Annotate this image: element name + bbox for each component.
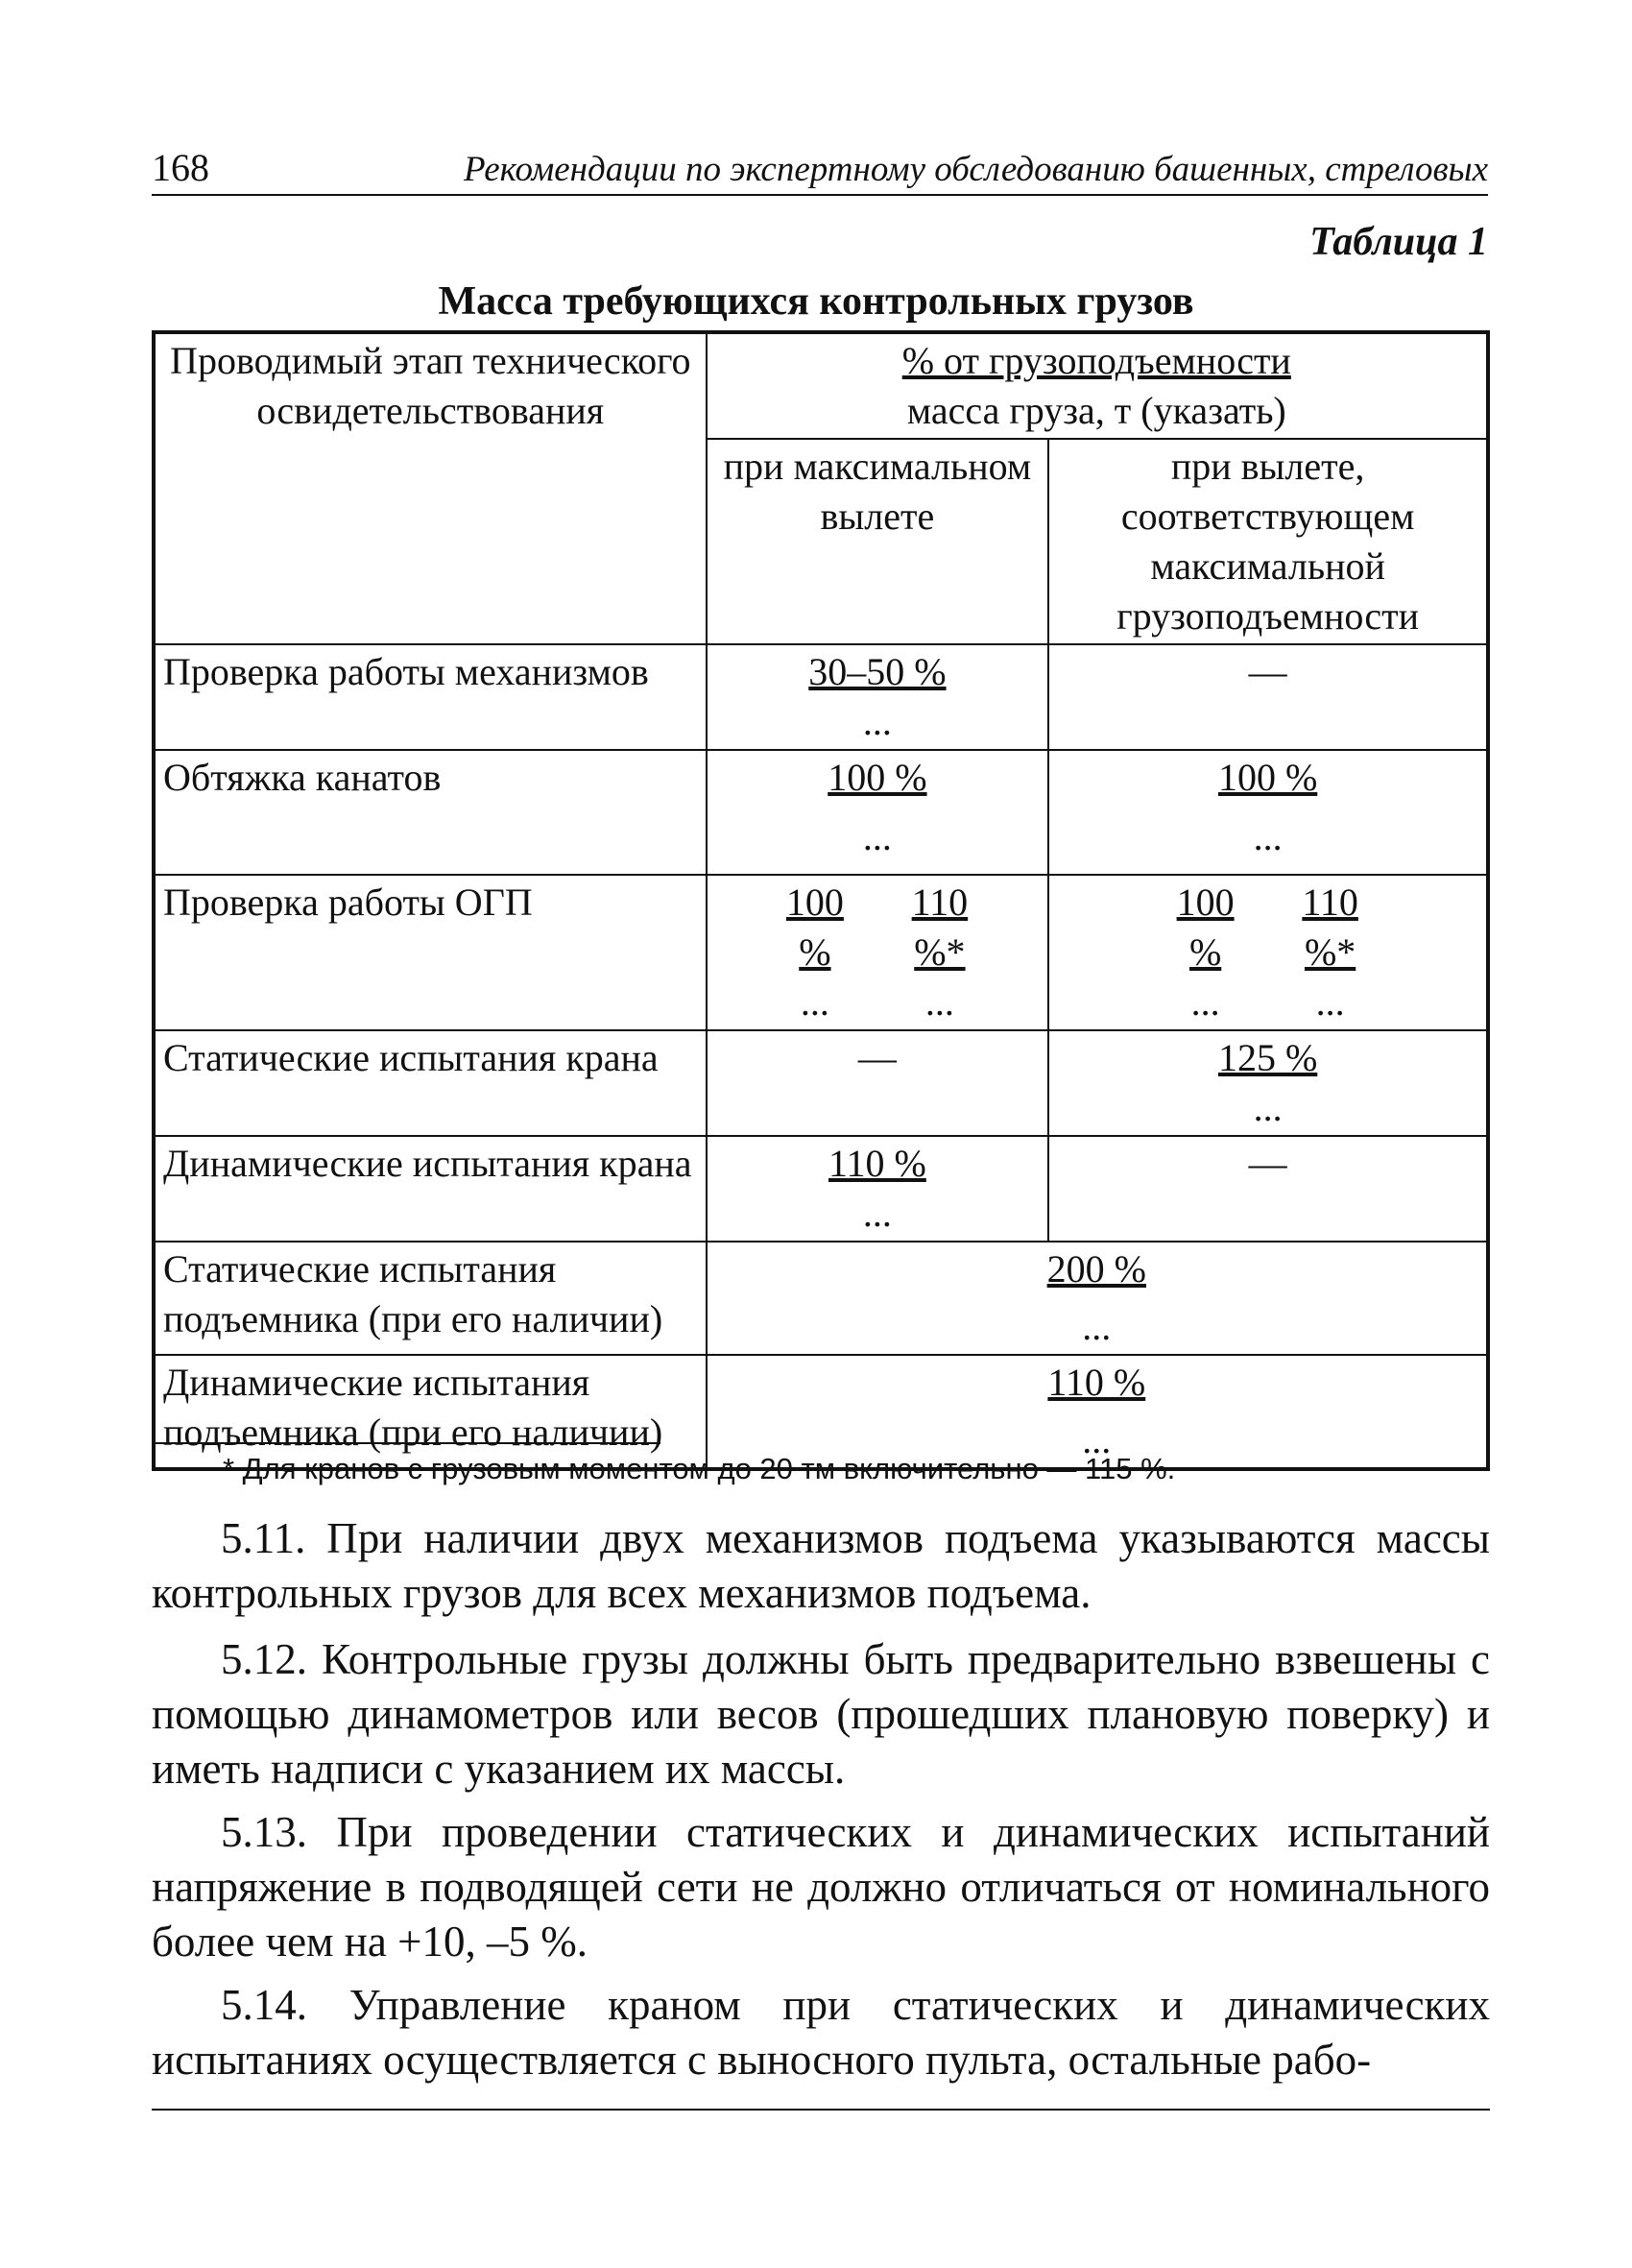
table-header-row <box>154 332 1488 439</box>
cell-placeholder: ... <box>924 980 954 1024</box>
cell-value: 30–50 % <box>808 650 947 693</box>
table-caption: Масса требующихся контрольных грузов <box>438 279 1194 324</box>
paragraph-5-14: 5.14. Управление краном при статических и динамических испытаниях осуществляется с выносного пульта, остальные рабо- <box>152 1981 1490 2084</box>
row-merged-value <box>707 1242 1488 1355</box>
table-row <box>154 1242 1488 1355</box>
row-stage: Проверка работы ОГП <box>154 875 707 1030</box>
table-row <box>154 750 1488 875</box>
row-max-capacity <box>1048 1030 1488 1136</box>
row-stage: Динамические испытания подъемника (при его наличии) <box>154 1355 707 1469</box>
row-max-reach <box>707 875 1049 1030</box>
cell-value: 200 % <box>1046 1247 1146 1291</box>
control-loads-table <box>152 330 1490 1471</box>
cell-value: — <box>1248 1142 1287 1185</box>
row-max-reach <box>707 1136 1049 1242</box>
header-percent <box>707 332 1488 439</box>
header-stage: Проводимый этап технического освидетельствования <box>154 332 707 644</box>
row-max-capacity <box>1048 1136 1488 1242</box>
cell-placeholder: ... <box>1315 980 1345 1024</box>
running-title: Рекомендации по экспертному обследованию башенных, стреловых <box>463 150 1488 189</box>
page-number: 168 <box>152 146 209 189</box>
row-stage: Проверка работы механизмов <box>154 644 707 750</box>
table-footnote: * Для кранов с грузовым моментом до 20 тм включительно — 115 %. <box>223 1452 1176 1485</box>
cell-value: — <box>1248 650 1287 693</box>
paragraph-5-13: 5.13. При проведении статических и динамических испытаний напряжение в подводящей сети не должно отличаться от номинального более чем на +10, –5 %. <box>152 1808 1490 1966</box>
cell-value: 100 % <box>828 756 927 799</box>
cell-placeholder: ... <box>1082 1305 1112 1348</box>
cell-value: 110 % <box>828 1142 926 1185</box>
row-stage: Динамические испытания крана <box>154 1136 707 1242</box>
cell-placeholder: ... <box>1253 815 1283 858</box>
cell-value: 100 % <box>1217 756 1318 799</box>
table-row <box>154 1030 1488 1136</box>
cell-value: 110 %* <box>1302 881 1358 974</box>
cell-value: 110 %* <box>911 881 969 974</box>
paragraph-5-11: 5.11. При наличии двух механизмов подъема указываются массы контрольных грузов для всех механизмов подъема. <box>152 1514 1490 1617</box>
cell-value: 100 % <box>785 881 844 974</box>
cell-placeholder: ... <box>862 815 892 858</box>
table-row <box>154 644 1488 750</box>
cell-placeholder: ... <box>1190 980 1220 1024</box>
row-max-capacity <box>1048 644 1488 750</box>
header-percent-line: % от грузоподъемности <box>901 339 1291 382</box>
table-row <box>154 1136 1488 1242</box>
footnote-rule <box>152 1442 660 1444</box>
running-header <box>152 144 1488 196</box>
paragraph-5-12: 5.12. Контрольные грузы должны быть предварительно взвешены с помощью динамометров или весов (прошедших плановую поверку) и иметь надписи с указанием их массы. <box>152 1635 1490 1793</box>
bottom-rule <box>152 2109 1490 2111</box>
row-max-reach <box>707 644 1049 750</box>
cell-value: 110 % <box>1047 1361 1146 1404</box>
cell-placeholder: ... <box>1082 1418 1112 1461</box>
row-stage: Статические испытания крана <box>154 1030 707 1136</box>
header-max-reach: при максимальном вылете <box>707 439 1049 644</box>
row-stage: Статические испытания подъемника (при его наличии) <box>154 1242 707 1355</box>
table-label: Таблица 1 <box>1309 220 1488 264</box>
row-max-reach <box>707 1030 1049 1136</box>
row-max-reach <box>707 750 1049 875</box>
header-mass-line: масса груза, т (указать) <box>906 389 1286 432</box>
table-row <box>154 875 1488 1030</box>
cell-value: 125 % <box>1217 1036 1318 1079</box>
header-max-capacity: при вылете, соответствующем максимальной грузоподъемности <box>1048 439 1488 644</box>
cell-value: 100 % <box>1176 881 1235 974</box>
cell-placeholder: ... <box>800 980 829 1024</box>
row-max-capacity <box>1048 875 1488 1030</box>
row-stage: Обтяжка канатов <box>154 750 707 875</box>
cell-placeholder: ... <box>862 700 892 743</box>
cell-value: — <box>857 1036 897 1079</box>
cell-placeholder: ... <box>1253 1086 1283 1129</box>
cell-placeholder: ... <box>862 1192 892 1235</box>
row-max-capacity <box>1048 750 1488 875</box>
